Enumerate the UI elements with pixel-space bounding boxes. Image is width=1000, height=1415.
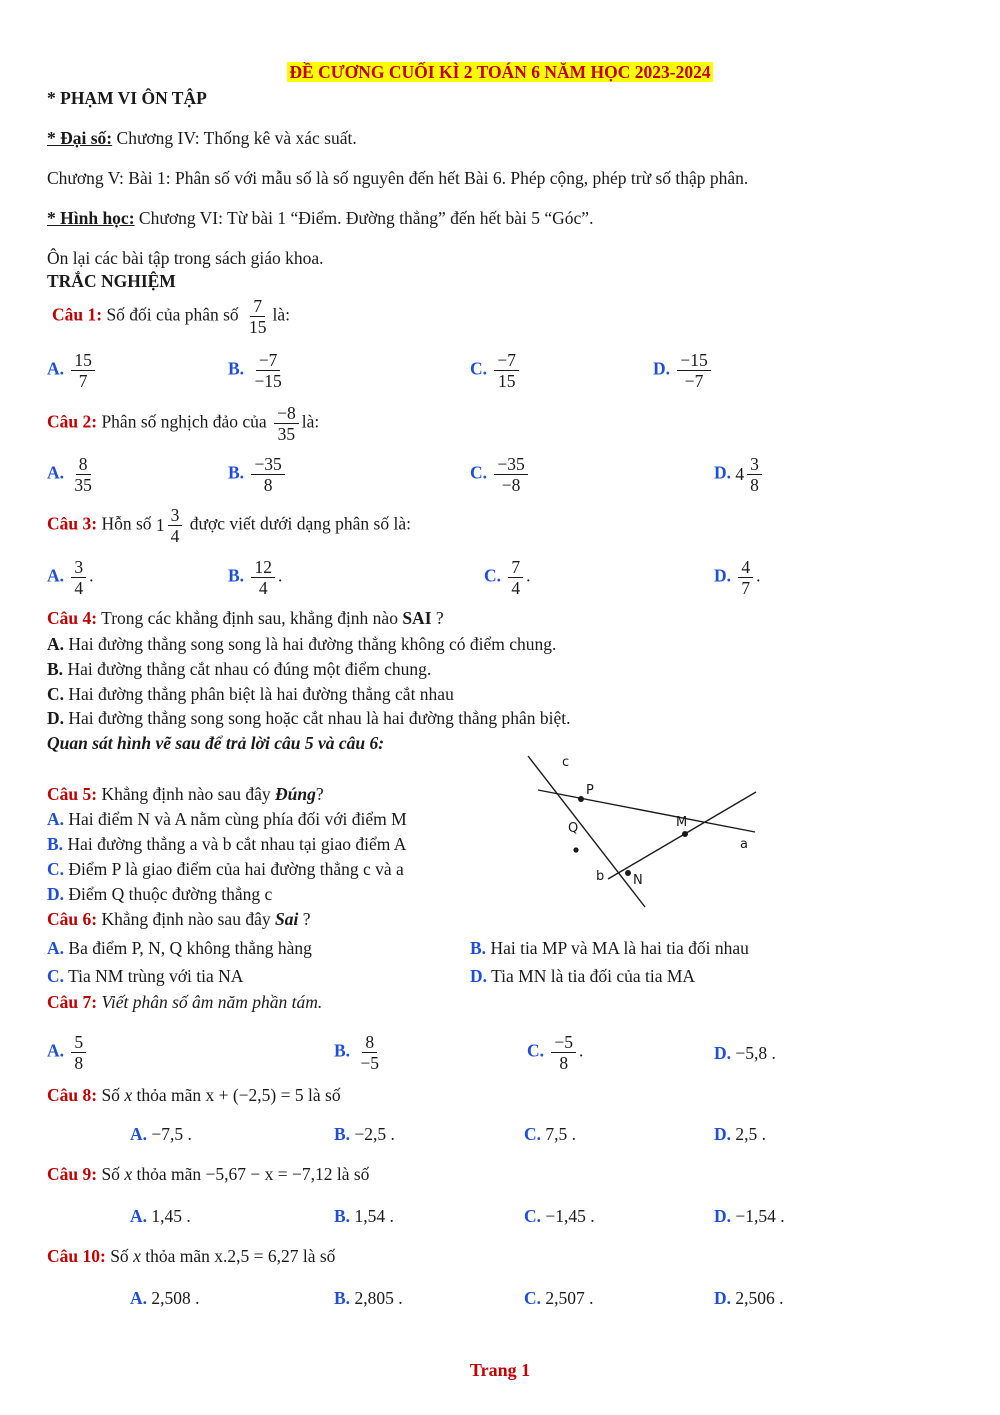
algebra-text: Chương IV: Thống kê và xác suất. — [112, 128, 357, 148]
question-text: Hỗn số — [97, 513, 152, 534]
question-5: Câu 5: Khẳng định nào sau đây Đúng? — [47, 784, 324, 804]
equation: x.2,5 = 6,27 — [214, 1246, 299, 1266]
q9-option-d[interactable]: D. −1,54 . — [714, 1206, 785, 1226]
point-q — [573, 847, 578, 852]
label-p: P — [586, 783, 594, 798]
page-title: ĐỀ CƯƠNG CUỐI KÌ 2 TOÁN 6 NĂM HỌC 2023-2024 — [289, 62, 711, 82]
label-q: Q — [568, 821, 579, 836]
q3-option-a[interactable]: A. $\frac{3}{4}$ . — [47, 557, 94, 599]
geometry-figure — [520, 752, 780, 912]
q7-option-b[interactable]: B. $\frac{8}{-5}$ — [334, 1032, 380, 1074]
question-10: Câu 10: Số x thỏa mãn x.2,5 = 6,27 là số — [47, 1246, 336, 1266]
q8-option-c[interactable]: C. 7,5 . — [524, 1124, 577, 1144]
q2-option-a[interactable]: A. $\frac{8}{35}$ — [47, 454, 92, 496]
q1-option-a[interactable]: A. $\frac{15}{7}$ — [47, 350, 98, 391]
question-7: Câu 7: Viết phân số âm năm phần tám. — [47, 992, 323, 1012]
q5-option-b[interactable]: B. Hai đường thẳng a và b cắt nhau tại giao điểm A — [47, 834, 407, 854]
q2-option-c[interactable]: C. $\frac{-35}{-8}$ — [470, 454, 531, 495]
label-n: N — [633, 873, 643, 888]
algebra-label: * Đại số: — [47, 128, 113, 148]
chapter5-line: Chương V: Bài 1: Phân số với mẫu số là số nguyên đến hết Bài 6. Phép cộng, phép trừ số thập phân. — [47, 168, 749, 188]
q8-option-a[interactable]: A. −7,5 . — [130, 1124, 192, 1144]
q4-option-c[interactable]: C. Hai đường thẳng phân biệt là hai đường thẳng cắt nhau — [47, 684, 454, 704]
question-4: Câu 4: Trong các khẳng định sau, khẳng định nào SAI ? — [47, 608, 444, 628]
q8-option-d[interactable]: D. 2,5 . — [714, 1124, 767, 1144]
q10-option-b[interactable]: B. 2,805 . — [334, 1288, 403, 1308]
q5-option-c[interactable]: C. Điểm P là giao điểm của hai đường thẳng c và a — [47, 859, 404, 879]
label-c: c — [562, 755, 570, 770]
question-2 — [47, 403, 319, 444]
question-label: Câu 3: — [47, 513, 98, 534]
page-number: Trang 1 — [469, 1360, 531, 1380]
algebra-line — [47, 128, 357, 149]
line-a — [608, 792, 756, 879]
question-tail: là: — [272, 304, 291, 325]
question-3 — [47, 505, 411, 546]
point-p — [578, 796, 584, 802]
q4-option-a[interactable]: A. Hai đường thẳng song song là hai đường thẳng không có điểm chung. — [47, 634, 557, 654]
q5-option-d[interactable]: D. Điểm Q thuộc đường thẳng c — [47, 884, 273, 904]
q6-option-b[interactable]: B. Hai tia MP và MA là hai tia đối nhau — [470, 938, 749, 958]
question-text: Số đối của phân số — [102, 304, 239, 325]
observe-instruction: Quan sát hình vẽ sau để trả lời câu 5 và câu 6: — [47, 733, 385, 753]
q10-option-d[interactable]: D. 2,506 . — [714, 1288, 784, 1308]
q9-option-c[interactable]: C. −1,45 . — [524, 1206, 595, 1226]
q2-option-d[interactable]: D. 4 $\frac{3}{8}$ — [714, 454, 765, 495]
label-a: a — [740, 837, 748, 852]
q1-option-d[interactable]: D. $\frac{-15}{-7}$ — [653, 350, 714, 391]
question-tail: được viết dưới dạng phân số là: — [189, 513, 411, 534]
fraction: $\frac{7}{15}$ — [249, 296, 267, 338]
q5-option-a[interactable]: A. Hai điểm N và A nằm cùng phía đối với điểm M — [47, 809, 407, 829]
question-text: Phân số nghịch đảo của — [97, 411, 267, 432]
q3-option-b[interactable]: B. $\frac{12}{4}$ . — [228, 557, 283, 599]
q9-option-a[interactable]: A. 1,45 . — [130, 1206, 191, 1226]
q7-option-a[interactable]: A. $\frac{5}{8}$ — [47, 1032, 89, 1073]
question-label: Câu 1: — [52, 304, 103, 325]
geometry-label: * Hình học: — [47, 208, 135, 228]
q7-option-d[interactable]: D. −5,8 . — [714, 1043, 776, 1063]
label-b: b — [596, 869, 605, 884]
q3-option-c[interactable]: C. $\frac{7}{4}$ . — [484, 557, 531, 599]
question-8: Câu 8: Số x thỏa mãn x + (−2,5) = 5 là số — [47, 1085, 341, 1105]
mixed-number: 1 $\frac{3}{4}$ — [156, 505, 186, 546]
review-line: Ôn lại các bài tập trong sách giáo khoa. — [47, 248, 324, 268]
equation: −5,67 − x = −7,12 — [205, 1164, 333, 1184]
q4-option-b[interactable]: B. Hai đường thẳng cắt nhau có đúng một điểm chung. — [47, 659, 432, 679]
q4-option-d[interactable]: D. Hai đường thẳng song song hoặc cắt nhau là hai đường thẳng phân biệt. — [47, 708, 571, 728]
q6-option-d[interactable]: D. Tia MN là tia đối của tia MA — [470, 966, 696, 986]
question-tail: là: — [301, 411, 320, 432]
point-m — [682, 831, 688, 837]
question-1 — [52, 296, 290, 337]
q2-option-b[interactable]: B. $\frac{-35}{8}$ — [228, 454, 288, 495]
question-9: Câu 9: Số x thỏa mãn −5,67 − x = −7,12 là số — [47, 1164, 370, 1184]
q8-option-b[interactable]: B. −2,5 . — [334, 1124, 395, 1144]
point-n — [625, 870, 631, 876]
mixed-number: 4 $\frac{3}{8}$ — [735, 454, 765, 495]
q3-option-d[interactable]: D. $\frac{4}{7}$ . — [714, 557, 761, 599]
section-heading: TRẮC NGHIỆM — [47, 271, 176, 291]
q1-option-c[interactable]: C. $\frac{-7}{15}$ — [470, 350, 522, 391]
q7-option-c[interactable]: C. $\frac{-5}{8}$ . — [527, 1032, 584, 1074]
equation: x + (−2,5) = 5 — [205, 1085, 304, 1105]
question-label: Câu 2: — [47, 411, 98, 432]
geometry-text: Chương VI: Từ bài 1 “Điểm. Đường thẳng” đến hết bài 5 “Góc”. — [134, 208, 594, 228]
q1-option-b[interactable]: B. $\frac{-7}{-15}$ — [228, 350, 282, 392]
geometry-line — [47, 208, 593, 229]
label-m: M — [676, 815, 688, 830]
q6-option-a[interactable]: A. Ba điểm P, N, Q không thẳng hàng — [47, 938, 312, 958]
q9-option-b[interactable]: B. 1,54 . — [334, 1206, 394, 1226]
q6-option-c[interactable]: C. Tia NM trùng với tia NA — [47, 966, 244, 986]
q10-option-a[interactable]: A. 2,508 . — [130, 1288, 200, 1308]
scope-heading: * PHẠM VI ÔN TẬP — [47, 88, 207, 108]
q10-option-c[interactable]: C. 2,507 . — [524, 1288, 594, 1308]
question-6: Câu 6: Khẳng định nào sau đây Sai ? — [47, 909, 311, 929]
line-c — [528, 756, 645, 907]
fraction: $\frac{-8}{35}$ — [274, 403, 299, 444]
